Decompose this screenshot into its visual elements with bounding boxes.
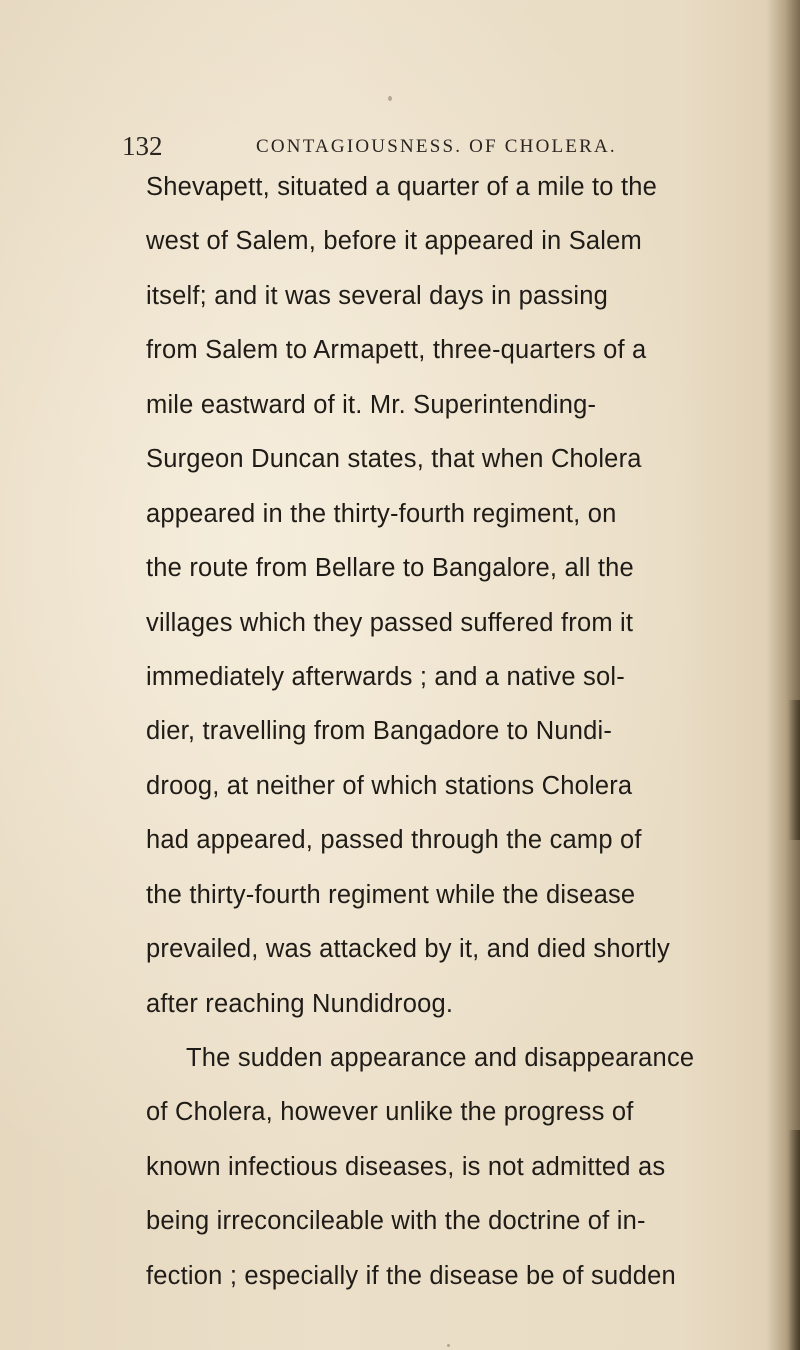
text-line: from Salem to Armapett, three-quarters of a [146, 336, 647, 365]
paper-speck [388, 96, 392, 101]
body-text [146, 160, 726, 1303]
text-line: after reaching Nundidroog. [146, 989, 454, 1018]
text-line: Shevapett, situated a quarter of a mile to the [146, 173, 658, 201]
text-line: west of Salem, before it appeared in Salem [146, 227, 643, 256]
page-number: 132 [122, 131, 163, 161]
text-line: dier, travelling from Bangadore to Nundi- [146, 717, 613, 746]
text-line: known infectious diseases, is not admitted as [146, 1152, 666, 1181]
running-title: CONTAGIOUSNESS. OF CHOLERA. [256, 136, 617, 157]
text-line: itself; and it was several days in passing [146, 281, 608, 310]
text-line: the route from Bellare to Bangalore, all the [146, 554, 634, 583]
page-edge-dark-band-1 [788, 700, 800, 840]
text-line: had appeared, passed through the camp of [146, 826, 642, 855]
paper-speck [447, 1344, 450, 1347]
text-line: fection ; especially if the disease be of sudden [146, 1261, 676, 1290]
text-line: the thirty-fourth regiment while the disease [146, 880, 636, 909]
text-line: villages which they passed suffered from it [146, 608, 634, 637]
text-line: immediately afterwards ; and a native sol- [146, 662, 625, 691]
text-line: Surgeon Duncan states, that when Cholera [146, 445, 642, 474]
text-line: of Cholera, however unlike the progress of [146, 1098, 634, 1127]
paragraph-first-line: The sudden appearance and disappearance [186, 1044, 695, 1072]
text-line: appeared in the thirty-fourth regiment, on [146, 499, 617, 528]
text-line: being irreconcileable with the doctrine of in- [146, 1207, 646, 1236]
text-line: prevailed, was attacked by it, and died shortly [146, 935, 670, 964]
page-edge-dark-band-2 [788, 1130, 800, 1350]
running-head [122, 128, 682, 164]
text-line: droog, at neither of which stations Cholera [146, 771, 633, 800]
text-line: mile eastward of it. Mr. Superintending- [146, 390, 597, 419]
